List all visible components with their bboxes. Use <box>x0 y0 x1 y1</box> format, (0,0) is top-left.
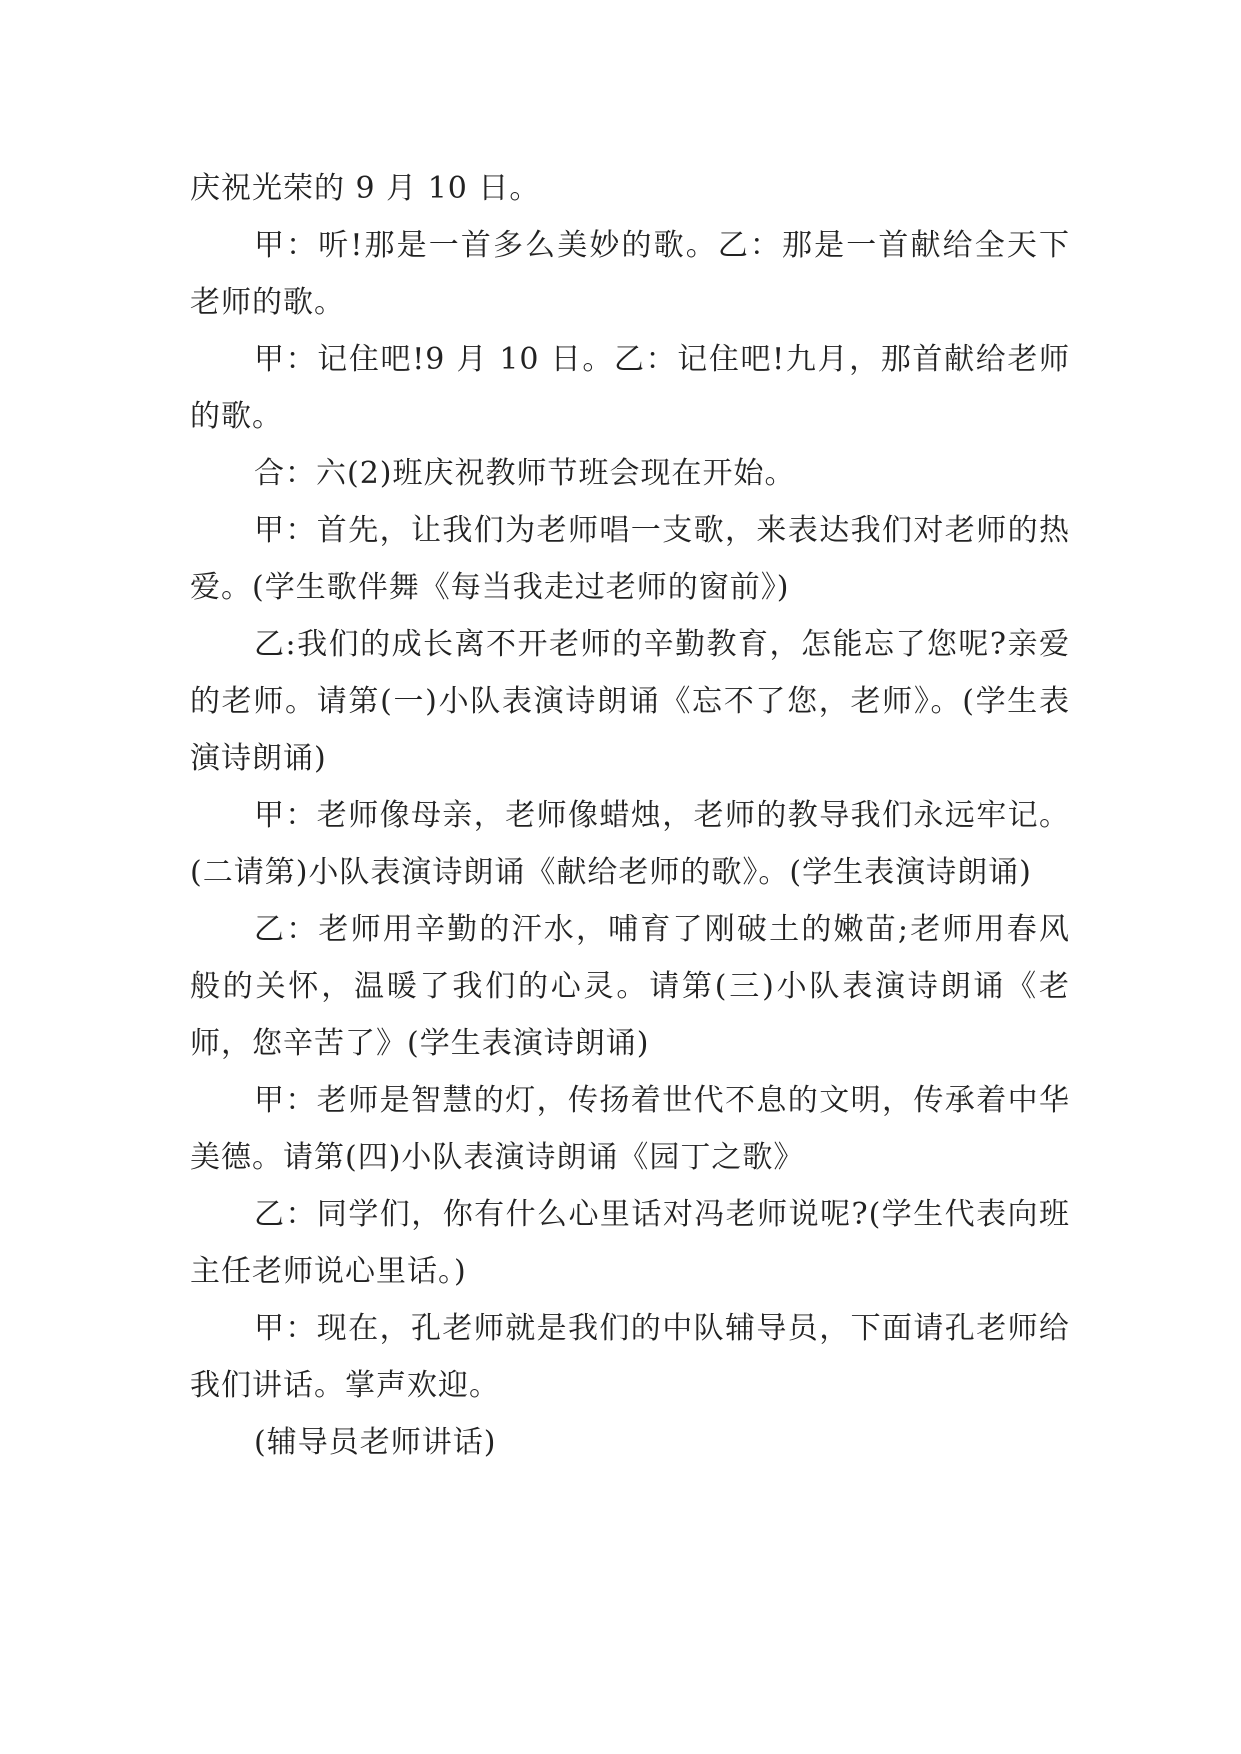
document-body <box>190 160 1070 1471</box>
paragraph-7: 甲：老师像母亲，老师像蜡烛，老师的教导我们永远牢记。(二请第)小队表演诗朗诵《献给老师的歌》。(学生表演诗朗诵) <box>190 798 1070 890</box>
paragraph-6: 乙:我们的成长离不开老师的辛勤教育，怎能忘了您呢?亲爱的老师。请第(一)小队表演诗朗诵《忘不了您，老师》。(学生表演诗朗诵) <box>190 627 1070 776</box>
paragraph-11: 甲：现在，孔老师就是我们的中队辅导员，下面请孔老师给我们讲话。掌声欢迎。 <box>190 1311 1070 1403</box>
paragraph-9: 甲：老师是智慧的灯，传扬着世代不息的文明，传承着中华美德。请第(四)小队表演诗朗诵《园丁之歌》 <box>190 1083 1070 1175</box>
paragraph-4: 合：六(2)班庆祝教师节班会现在开始。 <box>254 456 796 491</box>
paragraph-10: 乙：同学们，你有什么心里话对冯老师说呢?(学生代表向班主任老师说心里话。) <box>190 1197 1070 1289</box>
paragraph-2: 甲：听!那是一首多么美妙的歌。乙：那是一首献给全天下老师的歌。 <box>190 228 1070 320</box>
paragraph-12: (辅导员老师讲话) <box>254 1425 497 1460</box>
paragraph-5: 甲：首先，让我们为老师唱一支歌，来表达我们对老师的热爱。(学生歌伴舞《每当我走过老师的窗前》) <box>190 513 1070 605</box>
paragraph-3: 甲：记住吧!9 月 10 日。乙：记住吧!九月，那首献给老师的歌。 <box>190 342 1070 434</box>
paragraph-8: 乙：老师用辛勤的汗水，哺育了刚破土的嫩苗;老师用春风般的关怀，温暖了我们的心灵。请第(三)小队表演诗朗诵《老师，您辛苦了》(学生表演诗朗诵) <box>190 912 1070 1061</box>
paragraph-1: 庆祝光荣的 9 月 10 日。 <box>190 171 541 206</box>
